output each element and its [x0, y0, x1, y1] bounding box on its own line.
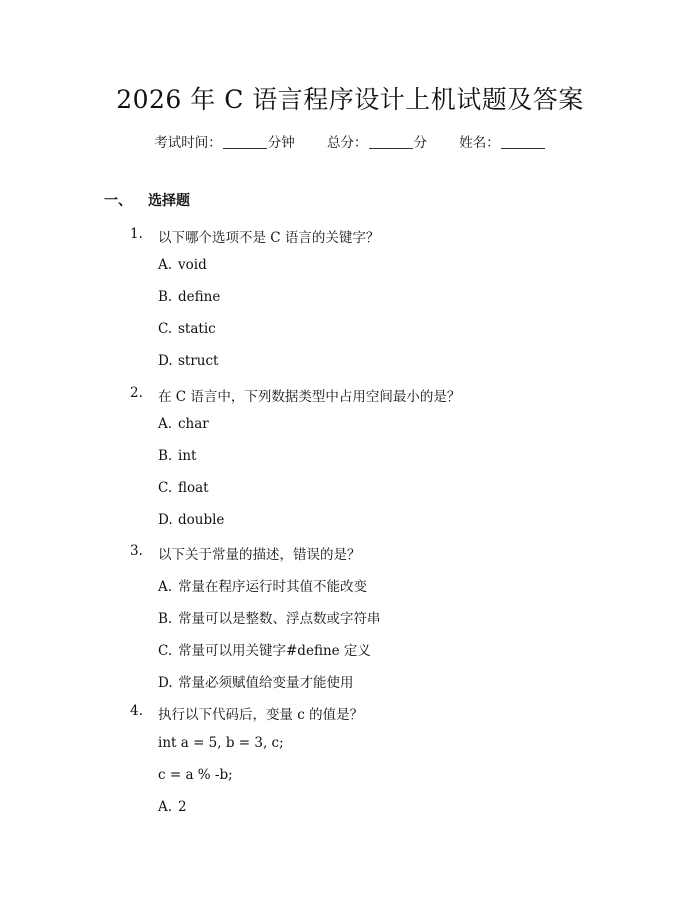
- section-number: 一、: [104, 193, 132, 209]
- answer-option: [158, 321, 216, 337]
- option-letter: D.: [158, 675, 173, 691]
- question-number: 4.: [130, 703, 143, 719]
- option-text: define: [178, 289, 221, 305]
- answer-option: [158, 639, 371, 659]
- option-text: 常量必须赋值给变量才能使用: [178, 675, 354, 691]
- answer-option: [158, 512, 224, 528]
- document-title: 2026 年 C 语言程序设计上机试题及答案: [116, 85, 584, 114]
- question-text: 以下关于常量的描述，错误的是？: [158, 547, 361, 563]
- question-number: 3.: [130, 543, 143, 559]
- exam-time-field: [154, 135, 295, 151]
- answer-option: [158, 257, 207, 273]
- option-text: static: [178, 321, 216, 337]
- option-letter: C.: [158, 643, 173, 659]
- code-line: int a = 5, b = 3, c;: [158, 735, 284, 751]
- option-text: float: [178, 480, 209, 496]
- question-text: 执行以下代码后，变量 c 的值是？: [158, 707, 364, 723]
- option-text: int: [178, 448, 197, 464]
- option-text: void: [178, 257, 207, 273]
- answer-option: [158, 448, 196, 464]
- total-score-label: 总分：: [327, 135, 368, 151]
- option-letter: A.: [158, 579, 173, 595]
- option-letter: D.: [158, 353, 173, 369]
- name-label: 姓名：: [459, 135, 500, 151]
- option-letter: A.: [158, 416, 173, 432]
- option-text: 常量可以是整数、浮点数或字符串: [178, 611, 381, 627]
- option-text: 常量可以用关键字#define 定义: [178, 643, 371, 659]
- section-heading: [104, 190, 190, 210]
- answer-option: [158, 575, 367, 595]
- option-text: char: [178, 416, 209, 432]
- option-letter: B.: [158, 448, 173, 464]
- option-letter: D.: [158, 512, 173, 528]
- total-score-blank: [369, 134, 413, 149]
- code-line: c = a % -b;: [158, 767, 233, 783]
- answer-option: [158, 480, 209, 496]
- exam-info-line: [0, 131, 700, 151]
- exam-time-unit: 分钟: [267, 135, 295, 151]
- option-text: 2: [178, 799, 187, 815]
- total-score-unit: 分: [413, 135, 427, 151]
- option-letter: A.: [158, 799, 173, 815]
- question-text: 以下哪个选项不是 C 语言的关键字？: [158, 230, 380, 246]
- section-title: 选择题: [148, 193, 190, 209]
- option-text: 常量在程序运行时其值不能改变: [178, 579, 367, 595]
- name-blank: [501, 134, 545, 149]
- answer-option: [158, 289, 220, 305]
- answer-option: [158, 353, 219, 369]
- total-score-field: [327, 135, 427, 151]
- answer-option: [158, 799, 187, 815]
- answer-option: [158, 607, 381, 627]
- exam-time-blank: [223, 134, 267, 149]
- name-field: [459, 135, 546, 151]
- option-text: double: [178, 512, 225, 528]
- answer-option: [158, 671, 354, 691]
- option-text: struct: [178, 353, 219, 369]
- option-letter: C.: [158, 480, 173, 496]
- exam-time-label: 考试时间：: [154, 135, 222, 151]
- option-letter: C.: [158, 321, 173, 337]
- question-number: 1.: [130, 226, 143, 242]
- option-letter: B.: [158, 611, 173, 627]
- answer-option: [158, 416, 209, 432]
- option-letter: B.: [158, 289, 173, 305]
- question-text: 在 C 语言中，下列数据类型中占用空间最小的是？: [158, 389, 461, 405]
- option-letter: A.: [158, 257, 173, 273]
- question-number: 2.: [130, 385, 143, 401]
